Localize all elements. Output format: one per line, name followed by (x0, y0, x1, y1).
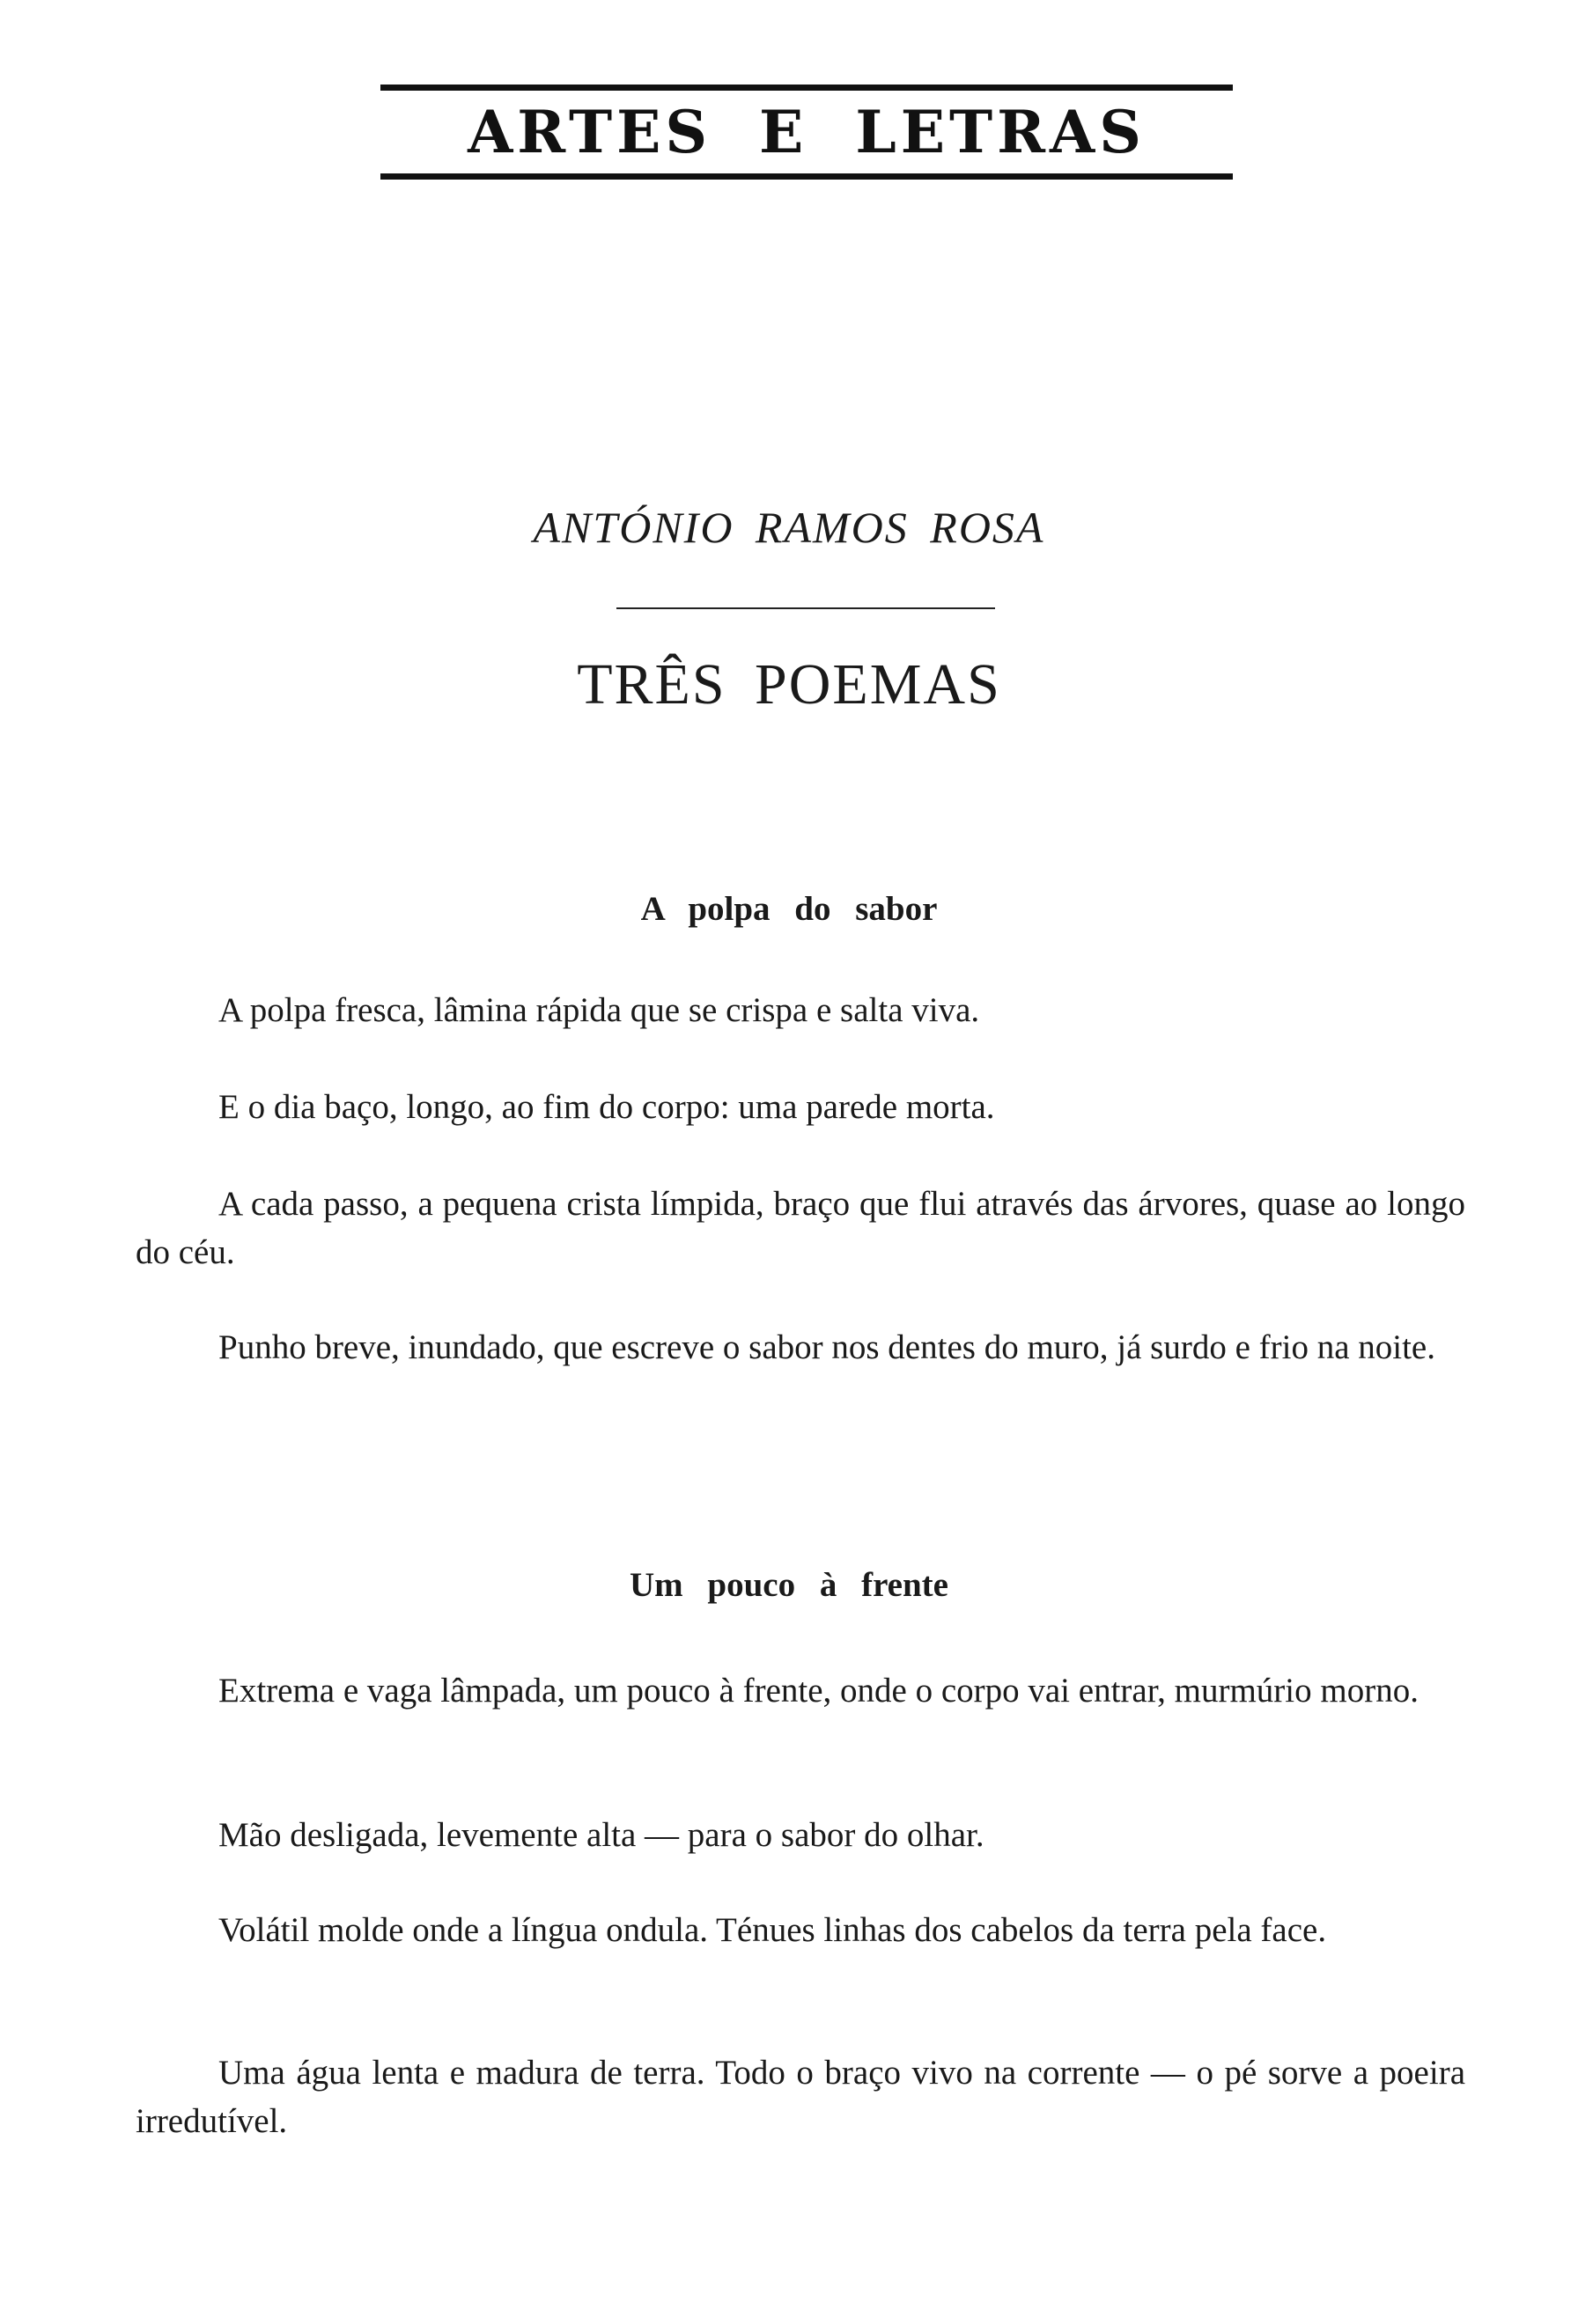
poem-stanza: Uma água lenta e madura de terra. Todo o braço vivo na corrente — o pé sorve a poeira irredutível. (136, 2054, 1465, 2140)
masthead (380, 85, 1233, 180)
masthead-top-rule (380, 85, 1233, 91)
poem-title: Um pouco à frente (630, 1566, 948, 1604)
masthead-title: ARTES E LETRAS (468, 98, 1146, 166)
title-divider (616, 607, 995, 609)
collection-title: TRÊS POEMAS (577, 652, 1001, 717)
masthead-bottom-rule (380, 173, 1233, 180)
poem-stanza: Extrema e vaga lâmpada, um pouco à frente, onde o corpo vai entrar, murmúrio morno. (218, 1672, 1419, 1710)
poem-stanza: E o dia baço, longo, ao fim do corpo: uma parede morta. (218, 1088, 995, 1126)
poem-stanza: A polpa fresca, lâmina rápida que se crispa e salta viva. (218, 991, 980, 1029)
poem-stanza: Punho breve, inundado, que escreve o sabor nos dentes do muro, já surdo e frio na noite. (218, 1328, 1435, 1366)
poem-stanza: Mão desligada, levemente alta — para o sabor do olhar. (218, 1816, 984, 1854)
poem-stanza: A cada passo, a pequena crista límpida, braço que flui através das árvores, quase ao longo do céu. (136, 1185, 1465, 1271)
author-name: ANTÓNIO RAMOS ROSA (533, 503, 1045, 552)
poem-title: A polpa do sabor (640, 890, 938, 928)
poem-stanza: Volátil molde onde a língua ondula. Ténues linhas dos cabelos da terra pela face. (218, 1911, 1327, 1949)
